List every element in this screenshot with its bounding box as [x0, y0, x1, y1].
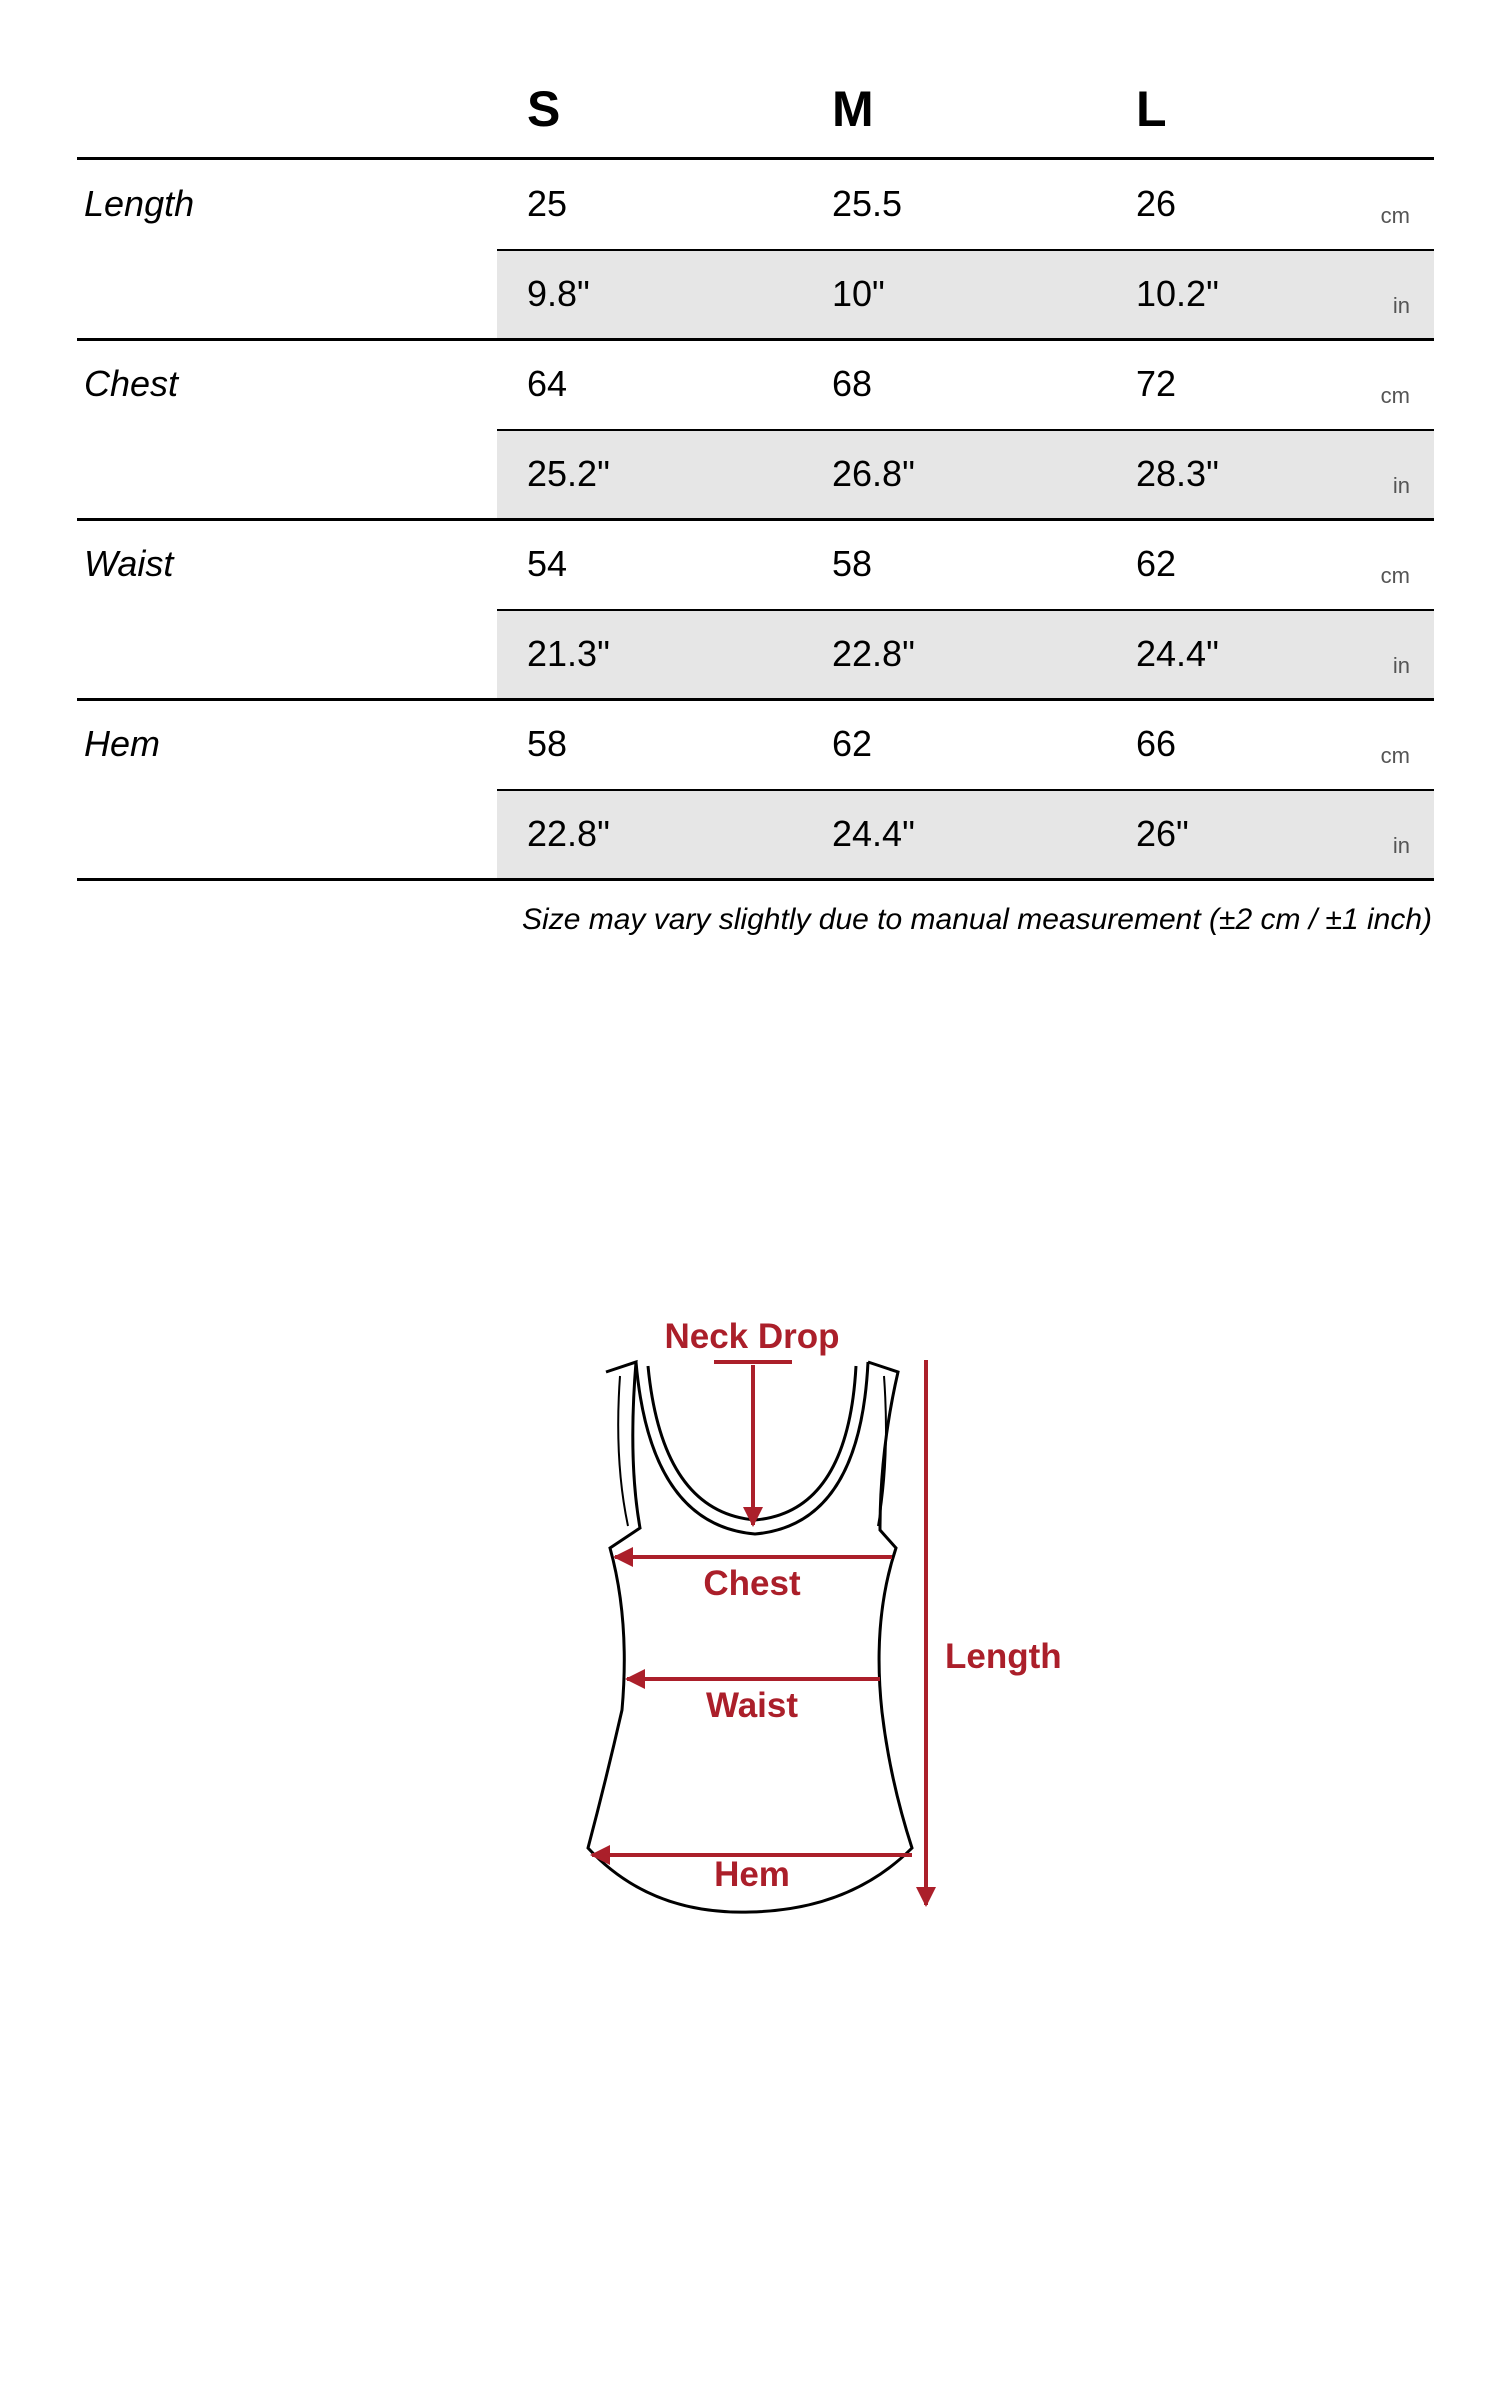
- unit-cm: cm: [1380, 383, 1410, 408]
- length-s-in: 9.8": [527, 273, 590, 314]
- label-chest: Chest: [703, 1564, 801, 1603]
- hem-l-in: 26": [1136, 813, 1189, 854]
- length-s-cm: 25: [527, 183, 568, 224]
- hem-m-cm: 62: [832, 723, 873, 764]
- divider: [77, 698, 1434, 701]
- hem-m-in: 24.4": [832, 813, 915, 854]
- unit-in: in: [1392, 833, 1410, 858]
- garment-body: [588, 1362, 912, 1912]
- divider: [77, 878, 1434, 881]
- unit-in: in: [1392, 653, 1410, 678]
- label-neck-drop: Neck Drop: [664, 1317, 840, 1356]
- row-label-waist: Waist: [84, 543, 174, 584]
- label-length: Length: [945, 1637, 1062, 1676]
- waist-m-cm: 58: [832, 543, 873, 584]
- unit-in: in: [1392, 293, 1410, 318]
- length-m-in: 10": [832, 273, 885, 314]
- length-m-cm: 25.5: [832, 183, 903, 224]
- label-hem: Hem: [714, 1855, 790, 1894]
- hem-s-in: 22.8": [527, 813, 610, 854]
- label-waist: Waist: [705, 1686, 799, 1725]
- chest-s-cm: 64: [527, 363, 568, 404]
- waist-s-in: 21.3": [527, 633, 610, 674]
- waist-l-cm: 62: [1136, 543, 1177, 584]
- unit-cm: cm: [1380, 563, 1410, 588]
- measurement-note: Size may vary slightly due to manual measurement (±2 cm / ±1 inch): [522, 903, 1432, 936]
- waist-s-cm: 54: [527, 543, 568, 584]
- size-header-l: L: [1136, 81, 1167, 137]
- chest-s-in: 25.2": [527, 453, 610, 494]
- unit-cm: cm: [1380, 743, 1410, 768]
- divider: [77, 518, 1434, 521]
- hem-l-cm: 66: [1136, 723, 1177, 764]
- left-armhole-trim: [618, 1376, 628, 1526]
- chest-l-in: 28.3": [1136, 453, 1219, 494]
- chest-l-cm: 72: [1136, 363, 1177, 404]
- divider: [77, 338, 1434, 341]
- length-l-in: 10.2": [1136, 273, 1219, 314]
- waist-l-in: 24.4": [1136, 633, 1219, 674]
- size-header-s: S: [527, 81, 561, 137]
- chest-m-cm: 68: [832, 363, 873, 404]
- row-label-length: Length: [84, 183, 195, 224]
- length-l-cm: 26: [1136, 183, 1177, 224]
- row-label-chest: Chest: [84, 363, 179, 404]
- waist-m-in: 22.8": [832, 633, 915, 674]
- divider: [77, 157, 1434, 160]
- row-label-hem: Hem: [84, 723, 161, 764]
- tank-top-diagram: [560, 1300, 1080, 1920]
- unit-in: in: [1392, 473, 1410, 498]
- hem-s-cm: 58: [527, 723, 568, 764]
- chest-m-in: 26.8": [832, 453, 915, 494]
- tank-top-outline: [588, 1362, 912, 1912]
- size-header-m: M: [832, 81, 874, 137]
- unit-cm: cm: [1380, 203, 1410, 228]
